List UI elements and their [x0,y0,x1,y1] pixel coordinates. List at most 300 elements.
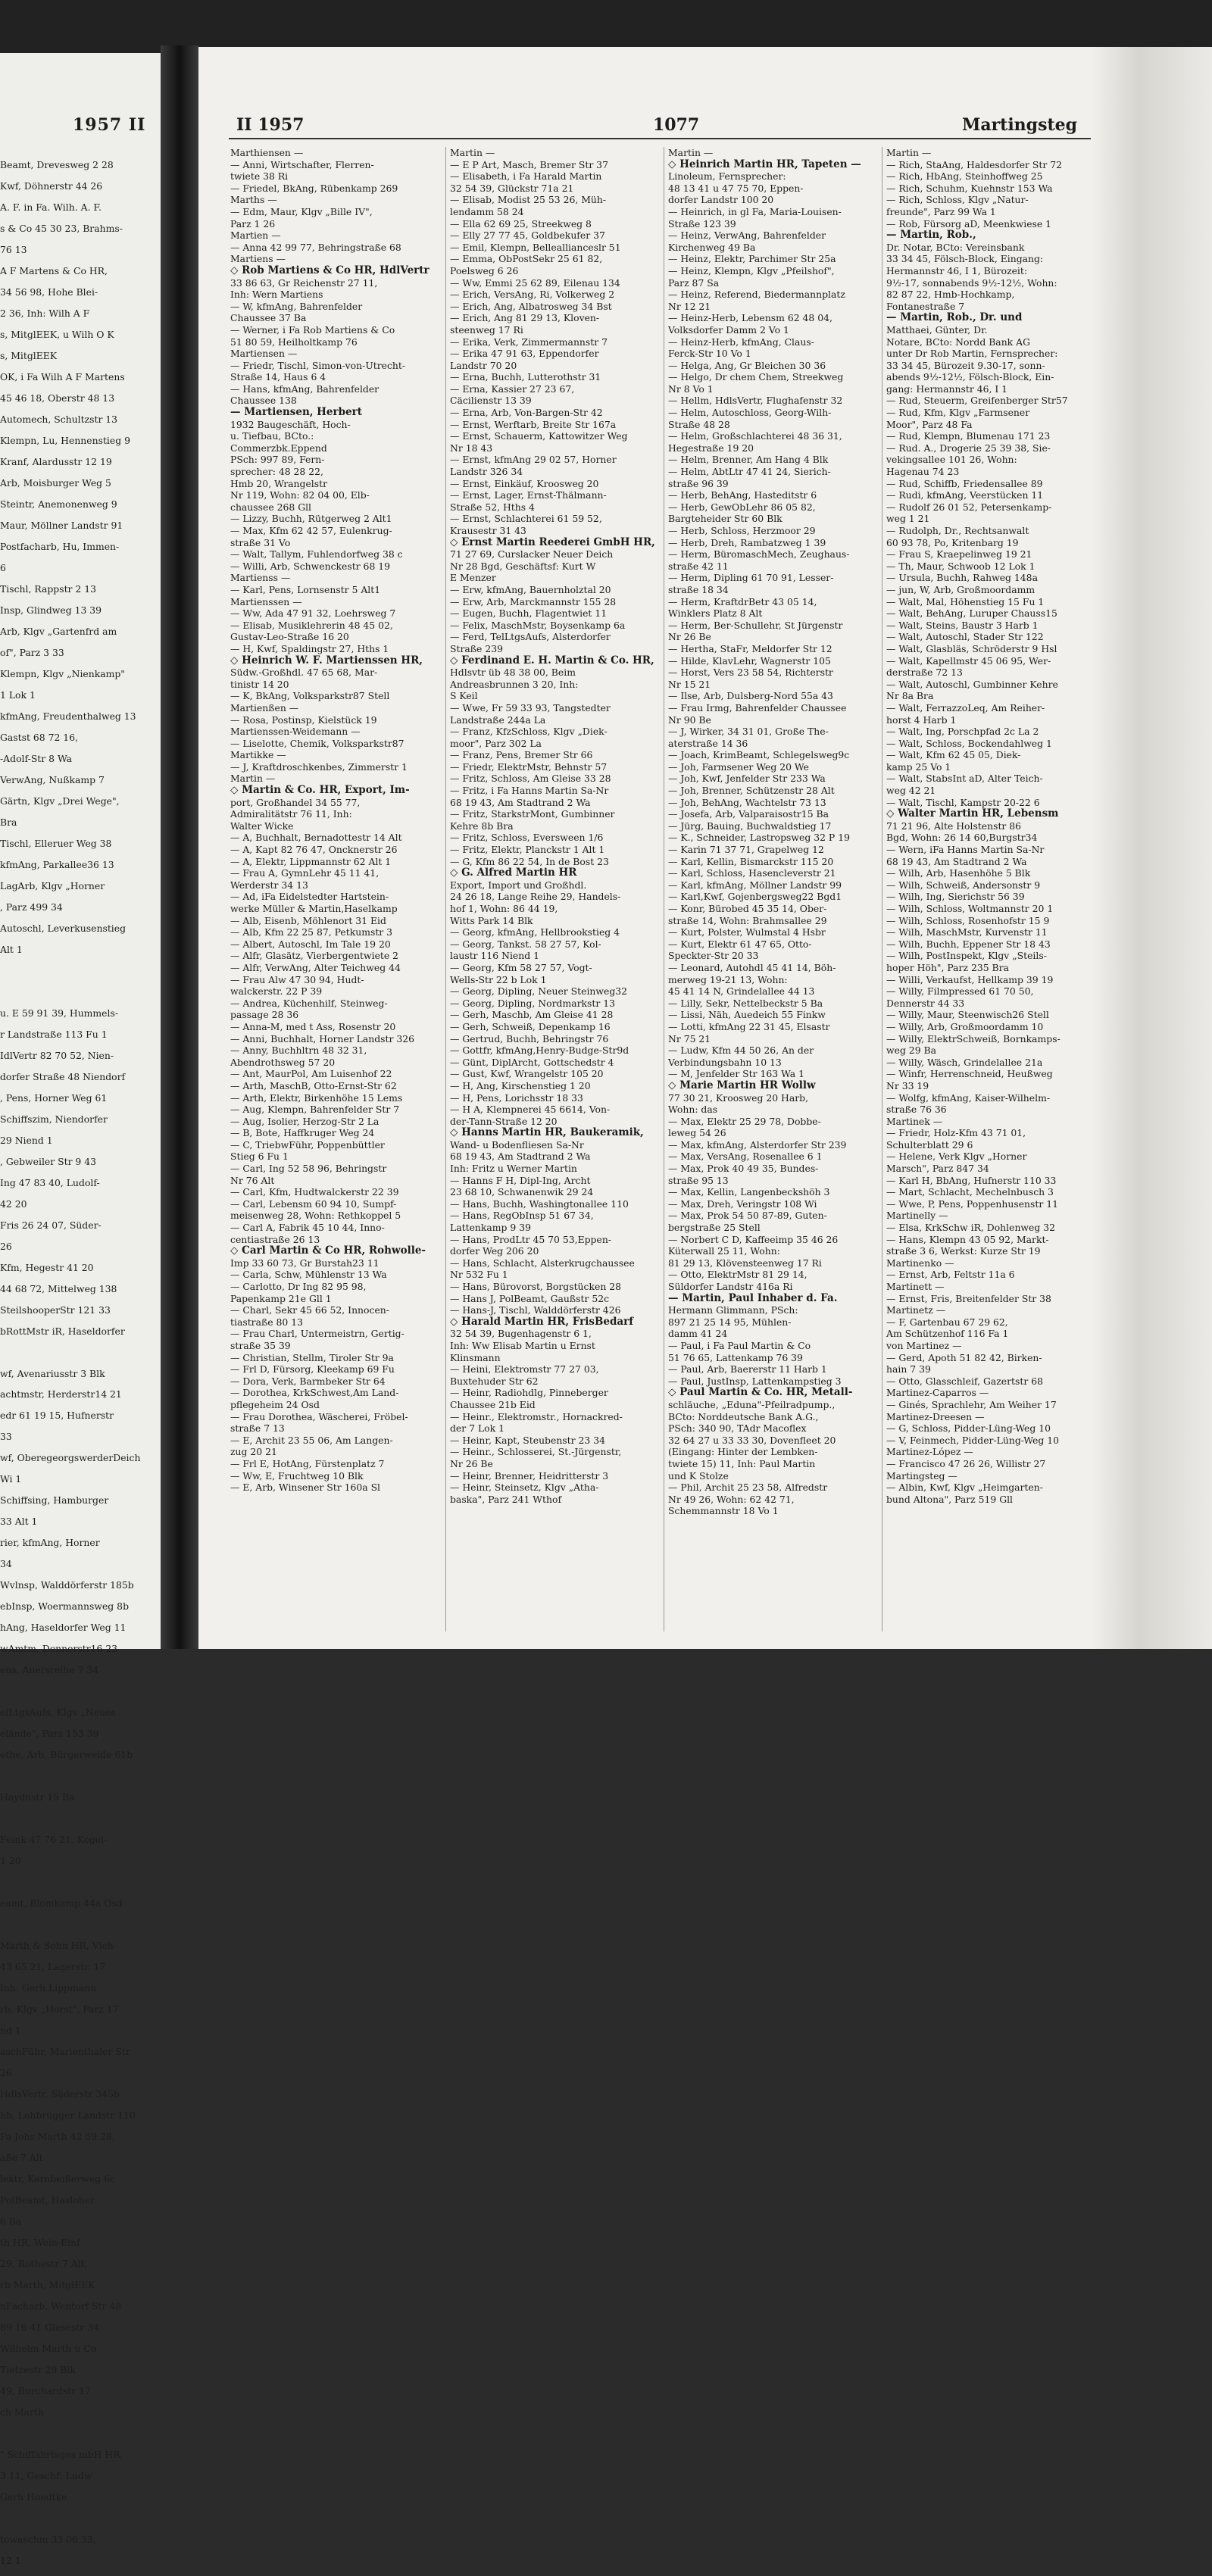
directory-line: s & Co 45 30 23, Brahms- [0,223,123,235]
directory-line: — Lilly, Sekr, Nettelbeckstr 5 Ba [668,997,823,1009]
directory-line: 81 29 13, Klövensteenweg 17 Ri [668,1257,822,1269]
directory-line: ebInsp, Woermannsweg 8b [0,1600,129,1613]
directory-line: — Walt, Kfm 62 45 05, Diek- [886,749,1021,761]
directory-line: hAng, Haseldorfer Weg 11 [0,1622,127,1634]
directory-line: ◇ Marie Martin HR Wollw [668,1079,816,1091]
directory-line: — jun, W, Arb, Großmoordamm [886,583,1036,595]
directory-line: Nr 8 Vo 1 [668,382,714,395]
directory-line: Insp, Glindweg 13 39 [0,604,102,617]
directory-line: Haydnstr 15 Ba [0,1791,75,1803]
directory-line: 45 41 14 N, Grindelallee 44 13 [668,985,815,998]
directory-line: — Friedr, Holz-Kfm 43 71 01, [886,1127,1026,1139]
directory-line: — Rud. A., Drogerie 25 39 38, Sie- [886,442,1051,454]
directory-line [0,2512,158,2524]
directory-line: — Joh, Farmsener Weg 20 We [668,760,809,773]
directory-line: Automech, Schultzstr 13 [0,414,118,426]
directory-line: dorfer Straße 48 Niendorf [0,1070,126,1082]
directory-line: Inh: Gerh Lippmann [0,1982,97,1994]
directory-line: — Martin, Rob., [886,229,976,242]
directory-line: — Erika, Verk, Zimmermannstr 7 [450,336,608,348]
directory-line: — Rich, Schuhm, Kuehnstr 153 Wa [886,182,1053,194]
directory-line: — Hans, Buchh, Washingtonallee 110 [450,1197,629,1210]
directory-line: — Albin, Kwf, Klgv „Heimgarten- [886,1482,1043,1494]
directory-line: 6 [0,562,6,574]
directory-line: baska", Parz 241 Wthof [450,1493,562,1505]
directory-line: Nr 532 Fu 1 [450,1269,508,1281]
directory-line: — Herm, Ber-Schullehr, St Jürgenstr [668,619,843,631]
directory-line: Martinez-Caparros — [886,1387,989,1399]
directory-line: Nr 18 43 [450,442,493,454]
header-rule [229,138,1091,139]
directory-line: Martingsteg — [886,1469,957,1482]
directory-line: towaschm 33 06 33, [0,2533,96,2545]
directory-line: — Karl, Schloss, Hasencleverstr 21 [668,867,836,879]
directory-line: — Heinr., Schlosserei, St.-Jürgenstr, [450,1446,622,1458]
directory-line: — Hans, Bürovorst, Borgstücken 28 [450,1281,622,1292]
directory-line: — Rich, HbAng, Steinhoffweg 25 [886,170,1043,183]
directory-line: — Frau S, Kraepelinweg 19 21 [886,548,1032,560]
directory-line: — Liselotte, Chemik, Volksparkstr87 [230,737,405,749]
directory-line: — Elisab, Musiklehrerin 48 45 02, [230,619,393,631]
directory-line: — Hanns F H, Dipl-Ing, Archt [450,1174,591,1186]
directory-line: 71 21 96, Alte Holstenstr 86 [886,820,1022,832]
directory-line: rier, kfmAng, Horner [0,1537,100,1549]
directory-line: — Heinr, Kapt, Steubenstr 23 34 [450,1434,605,1446]
directory-line: VerwAng, Nußkamp 7 [0,773,105,785]
directory-line: Gastst 68 72 16, [0,731,79,743]
directory-line: 34 [0,1558,12,1570]
directory-line: — Gust, Kwf, Wrangelstr 105 20 [450,1068,604,1080]
left-page [0,53,161,2566]
directory-line: Martin — [886,147,932,158]
directory-line: 44 68 72, Mittelweg 138 [0,1282,117,1294]
directory-line: Kranf, Alardusstr 12 19 [0,456,112,468]
directory-line: — Lissi, Näh, Auedeich 55 Finkw [668,1009,826,1021]
directory-line: A. F. in Fa. Wilh. A. F. [0,201,102,214]
directory-line: — Carlotto, Dr Ing 82 95 98, [230,1281,367,1292]
directory-line: — Walt, StabsInt aD, Alter Teich- [886,773,1043,785]
directory-line: Fa Johs Marth 42 59 28, [0,2130,115,2142]
directory-line: — Walt, Tallym, Fuhlendorfweg 38 c [230,548,403,560]
directory-line: chaussee 268 Gll [230,501,312,513]
directory-line: 89 16 41 Giesestr 34 [0,2321,99,2333]
directory-line: ch Marth [0,2406,44,2418]
directory-line: — Wilh, Buchh, Eppener Str 18 43 [886,938,1051,950]
directory-line: rb Marth, MitglEEK [0,2278,95,2290]
directory-line: Cäcilienstr 13 39 [450,395,532,407]
directory-line: — Hans-J, Tischl, Walddörferstr 426 [450,1304,621,1316]
directory-line: Dr. Notar, BCto: Vereinsbank [886,241,1025,253]
directory-line: der-Tann-Straße 12 20 [450,1115,558,1127]
directory-line: — Joach, KrimBeamt, Schlegelsweg9c [668,749,850,761]
directory-line: — Helgo, Dr chem Chem, Streekweg [668,371,844,383]
directory-line: 76 13 [0,244,27,256]
directory-line: E Menzer [450,572,496,584]
directory-line: — Franz, KfzSchloss, Klgv „Diek- [450,726,608,738]
directory-line: — Willi, Arb, Schwenckestr 68 19 [230,560,391,572]
page-edge-shading [1091,47,1212,1649]
directory-line: — V, Feinmech, Pidder-Lüng-Weg 10 [886,1434,1059,1446]
directory-line: 9½-17, sonnabends 9½-12½, Wohn: [886,276,1057,289]
directory-line: — Helga, Ang, Gr Bleichen 30 36 [668,359,826,371]
directory-line: Chaussee 37 Ba [230,312,307,324]
directory-line: 71 27 69, Curslacker Neuer Deich [450,548,614,560]
directory-line: straße 18 34 [668,583,729,595]
directory-line: schläuche, „Eduna"-Pfeilradpump., [668,1398,836,1410]
directory-line: — Herb, Schloss, Herzmoor 29 [668,525,816,536]
directory-line: — Hans, Klempn 43 05 92, Markt- [886,1233,1049,1245]
directory-line: — Ferd, TelLtgsAufs, Alsterdorfer [450,631,611,643]
directory-line: 29, Rothestr 7 Alt, [0,2257,88,2269]
directory-line: ◇ Carl Martin & Co HR, Rohwolle- [230,1244,426,1257]
directory-line: 12 1 [0,2554,21,2566]
directory-line: — Ernst, Arb, Feltstr 11a 6 [886,1269,1015,1281]
directory-line: straße 31 Vo [230,536,291,548]
directory-line: Marths — [230,194,277,206]
directory-line: — Ursula, Buchh, Rahweg 148a [886,572,1038,584]
directory-line: Imp 33 60 73, Gr Burstah23 11 [230,1257,380,1269]
directory-line: 42 20 [0,1197,27,1210]
directory-line: Marth & Sohn HR, Vieh- [0,1940,117,1952]
directory-line: — Heinz-Herb, Lebensm 62 48 04, [668,312,832,324]
directory-line: — Hans J, PolBeamt, Gaußstr 52c [450,1292,610,1304]
directory-line: — Erw, kfmAng, Bauernholztal 20 [450,583,611,595]
column-3 [668,147,880,1517]
directory-line: Martienssen — [230,595,302,607]
directory-line: — Karl, Kellin, Bismarckstr 115 20 [668,855,834,867]
directory-line: — Erw, Arb, Marckmannstr 155 28 [450,595,617,607]
directory-line: — Frau Charl, Untermeistrn, Gertig- [230,1328,405,1340]
directory-line: tinistr 14 20 [230,678,289,690]
directory-line: 1932 Baugeschäft, Hoch- [230,418,351,430]
directory-line: — Georg, kfmAng, Hellbrookstieg 4 [450,926,620,938]
directory-line: — Walt, BehAng, Luruper Chauss15 [886,607,1057,620]
directory-line: hb, Lohbrügger Landstr 110 [0,2109,136,2121]
directory-line: — Frau A, GymnLehr 45 11 41, [230,867,380,879]
directory-line: Nr 8a Bra [886,690,934,702]
directory-line: von Martinez — [886,1339,962,1351]
directory-line: Straße 239 [450,642,503,654]
directory-line: 32 54 39, Glückstr 71a 21 [450,182,574,194]
directory-line: — Elisabeth, i Fa Harald Martin [450,170,602,183]
directory-line: Hmb 20, Wrangelstr [230,477,328,489]
directory-line: — Georg, Dipling, Neuer Steinweg32 [450,985,628,998]
directory-line: ◇ Walter Martin HR, Lebensm [886,807,1059,820]
directory-line: bund Altona", Parz 519 Gll [886,1493,1014,1505]
directory-line: of", Parz 3 33 [0,647,64,659]
directory-line: — C, TriebwFühr, Poppenbüttler [230,1138,385,1151]
directory-line: dorfer Weg 206 20 [450,1245,539,1257]
directory-line: Ferck-Str 10 Vo 1 [668,348,751,360]
directory-line: Lattenkamp 9 39 [450,1222,531,1234]
directory-line: Martinez-Dreesen — [886,1410,985,1422]
directory-line: 3 11, Geschf: Ludw [0,2469,92,2481]
directory-line: Linoleum, Fernsprecher: [668,170,786,183]
book-gutter [161,45,198,1649]
directory-line: Dennerstr 44 33 [886,997,965,1009]
directory-line: Schiffsing, Hamburger [0,1494,109,1507]
directory-line: Arb, Klgv „Gartenfrd am [0,626,117,638]
directory-line: Nr 90 Be [668,713,711,726]
directory-line: — Charl, Sekr 45 66 52, Innocen- [230,1304,389,1316]
directory-line: 33 34 45, Fölsch-Block, Eingang: [886,253,1044,265]
directory-line: Nr 76 Alt [230,1174,275,1186]
directory-line: PSch: 997 89, Fern- [230,454,325,466]
directory-line: — Erich, Ang 81 29 13, Kloven- [450,312,600,324]
directory-line: — Walt, FerrazzoLeq, Am Reiher- [886,701,1045,713]
directory-line: — Carl, Lebensm 60 94 10, Sumpf- [230,1197,397,1210]
directory-line: — Walt, Mal, Höhenstieg 15 Fu 1 [886,595,1045,607]
directory-line: — E P Art, Masch, Bremer Str 37 [450,158,608,170]
directory-line: — Erika 47 91 63, Eppendorfer [450,348,599,360]
directory-line: 68 19 43, Am Stadtrand 2 Wa [450,796,591,808]
directory-line: werke Müller & Martin,Haselkamp [230,903,398,914]
directory-line: — Willy, Arb, Großmoordamm 10 [886,1020,1044,1032]
directory-line: Küterwall 25 11, Wohn: [668,1245,780,1257]
directory-line: — Arth, MaschB, Otto-Ernst-Str 62 [230,1079,397,1091]
directory-line: Nr 26 Be [450,1457,493,1469]
directory-line: 34 56 98, Hohe Blei- [0,286,98,298]
directory-line: aterstraße 14 36 [668,737,748,749]
directory-line: straße 42 11 [668,560,729,572]
directory-line: — Wilh, MaschMstr, Kurvenstr 11 [886,926,1048,938]
directory-line: — Frau Dorothea, Wäscherei, Fröbel- [230,1410,408,1422]
directory-line: Wohn: das [668,1104,718,1116]
directory-line: Straße 52, Hths 4 [450,501,535,513]
directory-line: centiastraße 26 13 [230,1233,320,1245]
directory-line: 33 86 63, Gr Reichenstr 27 11, [230,276,378,289]
directory-line: Nr 49 26, Wohn: 62 42 71, [668,1493,795,1505]
directory-line: 1 Lok 1 [0,689,36,701]
directory-line: hof 1, Wohn: 86 44 19, [450,903,558,914]
directory-line: — Gerh, Schweiß, Depenkamp 16 [450,1020,611,1032]
directory-line: — Max, Kellin, Langenbeckshöh 3 [668,1186,830,1198]
directory-line: — Willy, Filmpressed 61 70 50, [886,985,1034,998]
directory-line: — Ginés, Sprachlehr, Am Weiher 17 [886,1398,1057,1410]
directory-line: kfmAng, Freudenthalweg 13 [0,710,136,722]
directory-line: elLtgsAufs, Klgv „Neues [0,1706,116,1719]
directory-line: " Schiffahrtsges mbH HR, [0,2448,123,2460]
directory-line: Chaussee 138 [230,395,297,407]
directory-line: — Heini, Elektromstr 77 27 03, [450,1363,599,1375]
directory-line: leweg 54 26 [668,1127,726,1139]
directory-line: Martiens — [230,253,286,265]
directory-line: achtmstr, Herderstr14 21 [0,1388,122,1400]
directory-line: — Willy, Wäsch, Grindelallee 21a [886,1056,1043,1068]
directory-line: hoper Höh", Parz 235 Bra [886,961,1009,973]
directory-line: — Heinz, Referend, Biedermannplatz [668,289,845,301]
directory-line: bRottMstr iR, Haseldorfer [0,1325,125,1337]
directory-line: steenweg 17 Ri [450,323,523,336]
directory-line: 48 13 41 u 47 75 70, Eppen- [668,182,804,194]
directory-line: — Joh, Kwf, Jenfelder Str 233 Wa [668,773,826,785]
directory-line: — Herb, BehAng, Hasteditstr 6 [668,489,817,501]
directory-line: — Ernst, Schlachterei 61 59 52, [450,513,602,525]
directory-line: — Wwe, Fr 59 33 93, Tangstedter [450,701,611,713]
directory-line: — H A, Klempnerei 45 6614, Von- [450,1104,611,1116]
directory-line: Notare, BCto: Nordd Bank AG [886,336,1030,348]
directory-line: Poelsweg 6 26 [450,264,519,276]
directory-line: — Martin, Rob., Dr. und [886,311,1023,324]
directory-line: -Adolf-Str 8 Wa [0,752,73,764]
directory-line: — A, Elektr, Lippmannstr 62 Alt 1 [230,855,392,867]
directory-line: Postfacharb, Hu, Immen- [0,541,120,553]
directory-line: PolBeamt, Hasloher [0,2194,95,2206]
directory-line: weg 29 Ba [886,1044,937,1057]
directory-line: — Hans, kfmAng, Bahrenfelder [230,382,380,395]
directory-line: — Helm, AbtLtr 47 41 24, Sierich- [668,466,831,478]
directory-line: meisenweg 28, Wohn: Rethkoppel 5 [230,1210,401,1222]
directory-line: — H, Pens, Lorichsstr 18 33 [450,1091,583,1104]
directory-line: Klempn, Lu, Hennenstieg 9 [0,435,130,447]
directory-line: — Dora, Verk, Barmbeker Str 64 [230,1375,386,1387]
directory-line: Walter Wicke [230,820,294,832]
directory-line: Parz 1 26 [230,217,276,229]
directory-line: unter Dr Rob Martin, Fernsprecher: [886,348,1058,360]
directory-line: Martinenko — [886,1257,954,1269]
directory-line: straße 96 39 [668,477,729,489]
directory-line: — Erich, VersAng, Ri, Volkerweg 2 [450,289,615,301]
directory-line: Martinez-López — [886,1446,973,1458]
directory-line: Volksdorfer Damm 2 Vo 1 [668,323,789,336]
directory-line: Hegestraße 19 20 [668,442,754,454]
directory-line: straße 76 36 [886,1104,947,1116]
directory-line: Wells-Str 22 b Lok 1 [450,973,547,985]
directory-line: — Erna, Kassier 27 23 67, [450,382,575,395]
directory-line: — Herm, BüromaschMech, Zeughaus- [668,548,850,560]
directory-line: — Wwe, P, Pens, Poppenhusenstr 11 [886,1197,1058,1210]
directory-line: Witts Park 14 Blk [450,914,533,926]
directory-line: straße 14, Wohn: Brahmsallee 29 [668,914,827,926]
directory-line: — Wilh, Schloss, Woltmannstr 20 1 [886,903,1054,914]
directory-line [0,986,158,998]
directory-line: lektr, Kernbeißerweg 6c [0,2172,115,2184]
directory-line: — Rich, StaAng, Haldesdorfer Str 72 [886,158,1062,170]
directory-line: Nr 119, Wohn: 82 04 00, Elb- [230,489,370,501]
directory-line: ◇ Heinrich W. F. Martienssen HR, [230,654,423,667]
directory-line: 51 76 65, Lattenkamp 76 39 [668,1351,803,1363]
directory-line: hain 7 39 [886,1363,931,1375]
directory-line: Moor", Parz 48 Fa [886,418,973,430]
directory-line: — Felix, MaschMstr, Boysenkamp 6a [450,619,626,631]
directory-line: — Fritz, Schloss, Am Gleise 33 28 [450,773,611,785]
directory-line: vekingsallee 101 26, Wohn: [886,454,1017,466]
directory-line: Marthiensen — [230,147,304,158]
directory-line: Kirchenweg 49 Ba [668,241,756,253]
directory-line: — Lotti, kfmAng 22 31 45, Elsastr [668,1020,830,1032]
directory-line: A F Martens & Co HR, [0,265,108,277]
directory-line: s, MitglEEK, u Wilh O K [0,329,114,341]
directory-line: Wand- u Bodenfliesen Sa-Nr [450,1138,584,1151]
directory-line: — Fritz, i Fa Hanns Martin Sa-Nr [450,785,609,797]
directory-line: ethe, Arb, Bürgerweide 61b [0,1749,133,1761]
directory-line: Martien — [230,229,281,242]
directory-line: ◇ Heinrich Martin HR, Tapeten — [668,158,861,170]
directory-line: — Heinr., Elektromstr., Hornackred- [450,1410,623,1422]
directory-line: — F, Gartenbau 67 29 62, [886,1316,1008,1328]
directory-line: wf, OberegeorgswerderDeich [0,1452,141,1464]
directory-line: — Martin, Paul Inhaber d. Fa. [668,1291,838,1304]
directory-line: u. E 59 91 39, Hummels- [0,1007,119,1019]
directory-line: (Eingang: Hinter der Lembken- [668,1446,818,1458]
directory-line: — Ww, E, Fruchtweg 10 Blk [230,1469,364,1482]
directory-line: Straße 14, Haus 6 4 [230,371,326,383]
directory-line: — Emma, ObPostSekr 25 61 82, [450,253,603,265]
directory-line: — Horst, Vers 23 58 54, Richterstr [668,667,833,679]
directory-line: — Helm, Großschlachterei 48 36 31, [668,430,842,442]
directory-line: Martinetz — [886,1304,946,1316]
directory-line: Marsch", Parz 847 34 [886,1163,989,1175]
directory-line: — Rud, Klempn, Blumenau 171 23 [886,430,1051,442]
directory-line: — Rudolf 26 01 52, Petersenkamp- [886,501,1052,513]
directory-line: th HR, Wein-Einf [0,2236,80,2248]
directory-line [0,1685,158,1697]
directory-line: Bra [0,816,17,828]
directory-line: horst 4 Harb 1 [886,713,957,726]
directory-line: Chaussee 21b Eid [450,1398,536,1410]
directory-line: ◇ Harald Martin HR, FrisBedarf [450,1315,634,1328]
directory-line: — Ernst, kfmAng 29 02 57, Horner [450,454,617,466]
directory-line: kamp 25 Vo 1 [886,760,951,773]
directory-line: — Otto, ElektrMstr 81 29 14, [668,1269,807,1281]
directory-line: — Leonard, Autohdl 45 41 14, Böh- [668,961,836,973]
directory-line: — Wern, iFa Hanns Martin Sa-Nr [886,844,1045,856]
directory-line: — J, Kraftdroschkenbes, Zimmerstr 1 [230,760,408,773]
directory-line: — Frau Alw 47 30 94, Hudt- [230,973,364,985]
right-page [198,47,1212,1649]
directory-line: — Kurt, Polster, Wulmstal 4 Hsbr [668,926,826,938]
directory-line: Feink 47 76 21, Kegel- [0,1834,108,1846]
directory-line: 68 19 43, Am Stadtrand 2 Wa [886,855,1027,867]
directory-line: Wi 1 [0,1473,22,1485]
directory-line: — K, BkAng, Volksparkstr87 Stell [230,690,390,702]
directory-line: — Max, Kfm 62 42 57, Eulenkrug- [230,525,392,536]
directory-line: 897 21 25 14 95, Mühlen- [668,1316,792,1328]
directory-line: HdlsVertr, Süderstr 345b [0,2087,120,2100]
directory-line: Nr 12 21 [668,300,711,312]
directory-line: edr 61 19 15, Hufnerstr [0,1410,114,1422]
directory-line: Andreasbrunnen 3 20, Inh: [450,678,579,690]
directory-line: 1 20 [0,1855,21,1867]
directory-line: — G, Schloss, Pidder-Lüng-Weg 10 [886,1422,1051,1435]
directory-line: ens, Auersreihe 7 34 [0,1664,99,1676]
directory-line: — Fritz, Schloss, Eversween 1/6 [450,832,604,844]
directory-line: — Willi, Verkaufst, Hellkamp 39 19 [886,973,1054,985]
directory-line: Südw.-Großhdl. 47 65 68, Mar- [230,667,378,679]
directory-line: — H, Ang, Kirschenstieg 1 20 [450,1079,591,1091]
directory-line: — Frl D, Fürsorg, Kleekamp 69 Fu [230,1363,395,1375]
directory-line: — Paul, JustInsp, Lattenkampstieg 3 [668,1375,842,1387]
directory-line: twiete 15) 11, Inh: Paul Martin [668,1457,816,1469]
directory-line: Landstr 70 20 [450,359,517,371]
directory-line: — E, Archit 23 55 06, Am Langen- [230,1434,393,1446]
directory-line: damm 41 24 [668,1328,728,1340]
directory-line: Bgd, Wohn: 26 14 60,Burgstr34 [886,832,1038,844]
directory-line: aschFühr, Marienthaler Str [0,2046,130,2057]
directory-line: 51 80 59, Heilholtkamp 76 [230,336,358,348]
directory-line: — Walt, Autoschl, Stader Str 122 [886,631,1044,643]
directory-line: walckerstr. 22 P 39 [230,985,323,998]
directory-line: — Alfr, Glasätz, Vierbergentwiete 2 [230,950,399,962]
directory-line: — Frl E, HotAng, Fürstenplatz 7 [230,1457,385,1469]
directory-line: — Ilse, Arb, Dulsberg-Nord 55a 43 [668,690,833,702]
directory-line: Winklers Platz 8 Alt [668,607,763,620]
directory-line: tiastraße 80 13 [230,1316,303,1328]
directory-line [0,2428,158,2440]
directory-line: — Emil, Klempn, Belleallianceslr 51 [450,241,621,253]
directory-line: eamt, Blomkamp 44a Osd [0,1897,123,1909]
directory-line: Abendrothsweg 57 20 [230,1056,336,1068]
